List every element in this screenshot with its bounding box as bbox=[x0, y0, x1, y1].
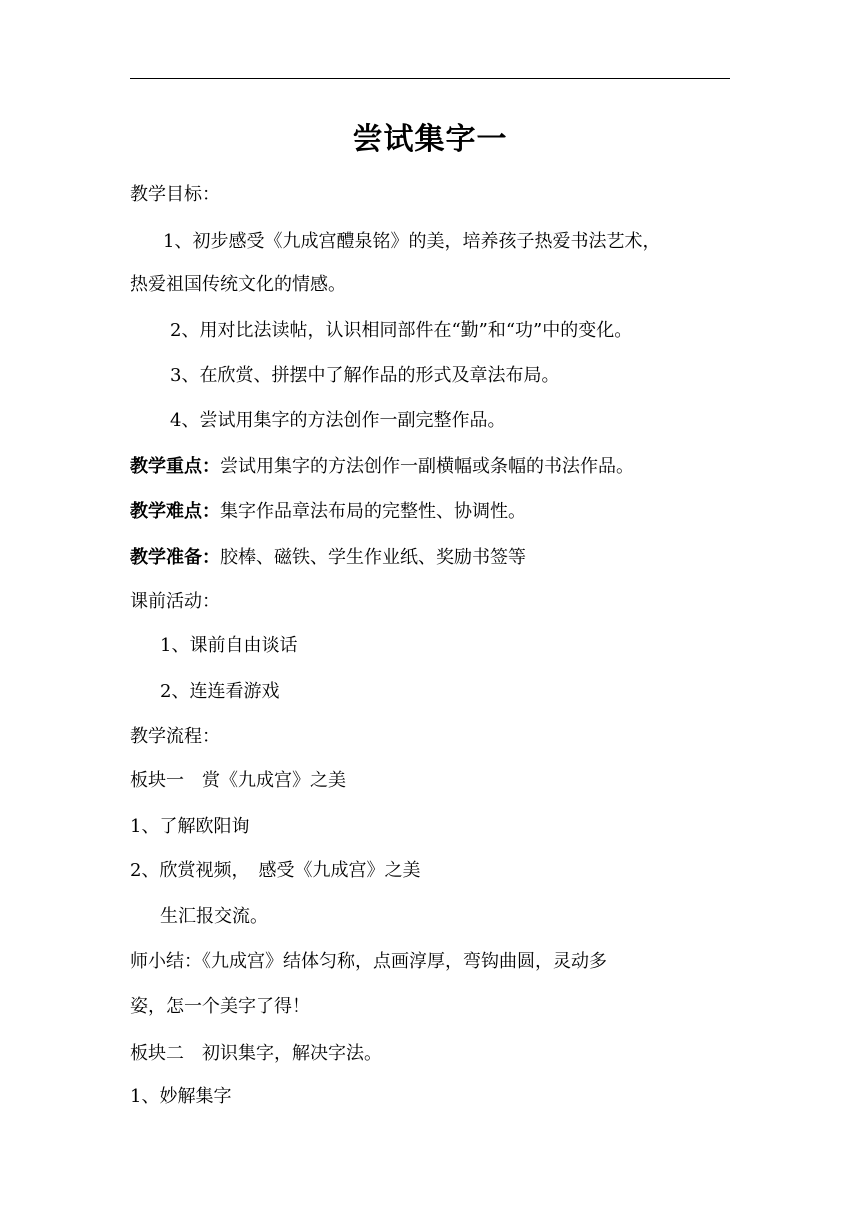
objective-2: 2、用对比法读帖，认识相同部件在“勤”和“功”中的变化。 bbox=[170, 320, 633, 341]
page-title: 尝试集字一 bbox=[352, 122, 508, 157]
pre-class-heading: 课前活动： bbox=[130, 591, 220, 612]
difficulty bbox=[130, 500, 526, 524]
section-1-item-1: 1、了解欧阳询 bbox=[130, 816, 250, 837]
preparation bbox=[130, 546, 526, 570]
objective-3: 3、在欣赏、拼摆中了解作品的形式及章法布局。 bbox=[170, 365, 560, 386]
preparation-text: 胶棒、磁铁、学生作业纸、奖励书签等 bbox=[220, 547, 526, 568]
key-point-text: 尝试用集字的方法创作一副横幅或条幅的书法作品。 bbox=[220, 456, 634, 477]
pre-class-item-1: 1、课前自由谈话 bbox=[160, 635, 298, 656]
section-2-heading: 板块二 初识集字，解决字法。 bbox=[130, 1043, 382, 1064]
section-1-item-2: 2、欣赏视频， 感受《九成宫》之美 bbox=[130, 860, 421, 881]
key-point bbox=[130, 455, 634, 479]
objective-1-line-2: 热爱祖国传统文化的情感。 bbox=[130, 274, 346, 295]
section-1-item-3: 生汇报交流。 bbox=[160, 906, 268, 927]
section-1-summary-line-1: 师小结：《九成宫》结体匀称，点画淳厚，弯钩曲圆，灵动多 bbox=[130, 951, 607, 972]
objectives-heading: 教学目标： bbox=[130, 184, 220, 205]
objective-4: 4、尝试用集字的方法创作一副完整作品。 bbox=[170, 410, 506, 431]
key-point-label: 教学重点： bbox=[130, 456, 220, 477]
objective-1-line-1: 1、初步感受《九成宫醴泉铭》的美，培养孩子热爱书法艺术， bbox=[163, 231, 661, 252]
header-rule bbox=[130, 78, 730, 79]
section-1-heading: 板块一 赏《九成宫》之美 bbox=[130, 770, 346, 791]
process-heading: 教学流程： bbox=[130, 726, 220, 747]
pre-class-item-2: 2、连连看游戏 bbox=[160, 681, 280, 702]
section-1-summary-line-2: 姿，怎一个美字了得！ bbox=[130, 996, 310, 1017]
preparation-label: 教学准备： bbox=[130, 547, 220, 568]
section-2-item-1: 1、妙解集字 bbox=[130, 1086, 232, 1107]
difficulty-text: 集字作品章法布局的完整性、协调性。 bbox=[220, 501, 526, 522]
difficulty-label: 教学难点： bbox=[130, 501, 220, 522]
